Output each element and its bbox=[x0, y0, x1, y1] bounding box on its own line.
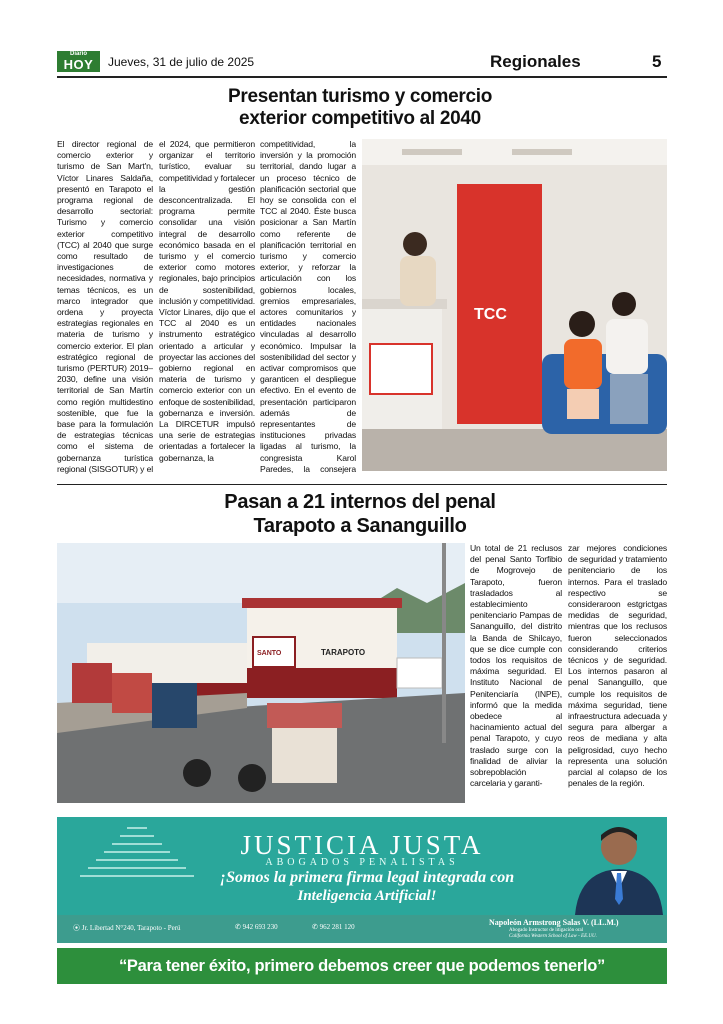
ad-tagline-line1: ¡Somos la primera firma legal integrada con bbox=[219, 869, 515, 886]
article1-column3: competitividad, la inversión y la promoción territorial, dando lugar a un proceso técnico de planificación sectorial que hoy se consolida con el TCC al 2040. Éste busca posicionar a San Martín como referente de planificación territorial en turismo y comercio exterior, y reforzar la articulación con los gobiernos locales, gremios empresariales, actores comunitarios y entidades nacionales vinculadas al desarrollo económico. Impulsar la sostenibilidad del sector y activar compromisos que garanticen el despliegue efectivo. En el evento de presentación participaron además de representantes de instituciones privadas ligadas al turismo, la congresista Karol Paredes, la consejera bbox=[260, 139, 356, 474]
ad-lawyer-role: Abogado Instructor de litigación oral bbox=[509, 928, 584, 933]
article2-column2: zar mejores condiciones de seguridad y tratamiento penitenciario de los internos. Para el traslado respectivo se consideraroon estgrictgas medidas de seguridad, mientras que los reclusos fueron seleccionados considerando criterios técnicos y de seguridad. Los internos pasaron al penal Sananguillo, que cumple los requisitos de máxima seguridad, tiene infraestructura adecuada y segura para albergar a reos de mediana y alta peligrosidad, cuyo hecho representa una solución parcial al colapso de los penales de la región. bbox=[568, 543, 667, 789]
presentation-event-illustration bbox=[362, 139, 667, 471]
article1-column2: el 2024, que permitieron organizar el territorio turístico, evaluar su competitividad y fortalecer la gestión desconcentralizada. El programa permite consolidar una visión integral de desarrollo económico basada en el turismo y el comercio exterior como motores regionales, bajo principios de sostenibilidad, inclusión y competitividad. Víctor Linares, dijo que el TCC al 2040 es un instrumento estratégico orientado a articular y proyectar las acciones del gobierno regional en materia de turismo y comercio exterior con un enfoque de sostenibilidad, gobernanza e inversión. La DIRCETUR impulsó una serie de estrategias orientadas a fortalecer la gobernanza, la bbox=[159, 139, 255, 463]
law-firm-advertisement bbox=[57, 817, 667, 943]
newspaper-logo bbox=[57, 51, 100, 72]
ad-title: JUSTICIA JUSTA bbox=[240, 830, 484, 860]
article1-title-line1: Presentan turismo y comercio bbox=[227, 86, 493, 107]
article1-column1: El director regional de comercio exterior y turismo de San Mart'n, Víctor Linares Saldaña, presentó en Tarapoto el programa regional de desarrollo sectorial: Turismo y comercio exterior competitivo (TCC) al 2040 que surge como resultado de investigaciones de necesidades, normativa y temas técnicos, es un marco integrador que ordena y proyecta estrategias regionales en materia de turismo y comercio exterior. El plan estratégico regional de turismo (PERTUR) 2019–2030, define una visión territorial de San Martín como región multidestino sostenible, que fue la base para la formulación de estrategias técnicas como el sistema de gobernanza turística regional (SISGOTUR) y el bbox=[57, 139, 153, 474]
motivational-quote: “Para tener éxito, primero debemos creer que podemos tenerlo” bbox=[57, 948, 667, 984]
article1-headline bbox=[200, 86, 520, 130]
ad-phone1 bbox=[235, 923, 278, 931]
article-divider bbox=[57, 484, 667, 485]
article1-title-line2: exterior competitivo al 2040 bbox=[239, 108, 481, 129]
location-pin-icon: ⦿ bbox=[73, 924, 82, 932]
article2-photo bbox=[57, 543, 465, 803]
ad-tagline-line2: Inteligencia Artificial! bbox=[297, 888, 437, 904]
ad-phone2 bbox=[312, 923, 355, 931]
svg-text:SANTO: SANTO bbox=[257, 650, 282, 657]
logo-big-text: HOY bbox=[63, 57, 94, 72]
prison-street-illustration bbox=[57, 543, 465, 803]
article2-column1: Un total de 21 reclusos del penal Santo Torfibio de Mogrovejo de Tarapoto, fueron trasladados al establecimiento penitenciario Pampas de Sananguillo, del distrito la Banda de Shilcayo, que se dice cumple con todos los requisitos de máxima seguridad. El Instituto Nacional de Penitenciaría (INPE), informó que la medida obedece al hacinamiento actual del penal Tarapoto, y cuyo traslado surge con la finalidad de aliviar la sobrepoblación carcelaria y garanti- bbox=[470, 543, 562, 789]
phone-icon: ✆ bbox=[235, 923, 243, 931]
tcc-banner-text: TCC bbox=[474, 306, 507, 323]
ad-address-text: Jr. Libertad N°240, Tarapoto - Perú bbox=[81, 924, 181, 932]
prison-sign-text: TARAPOTO bbox=[321, 648, 366, 657]
article2-headline bbox=[150, 490, 570, 538]
logo-small-text: Diario bbox=[69, 51, 87, 57]
ad-lawyer-name: Napoleón Armstrong Salas V. (LL.M.) bbox=[489, 918, 619, 927]
ad-address bbox=[73, 923, 181, 933]
section-title: Regionales bbox=[490, 52, 581, 71]
article2-title-line1: Pasan a 21 internos del penal bbox=[224, 491, 496, 513]
ad-phone2-text: 962 281 120 bbox=[319, 923, 355, 931]
issue-date: Jueves, 31 de julio de 2025 bbox=[108, 55, 255, 69]
ad-lawyer-school: California Western School of Law - EE.UU. bbox=[509, 934, 597, 939]
article2-title-line2: Tarapoto a Sananguillo bbox=[253, 515, 467, 537]
page-number: 5 bbox=[652, 52, 662, 71]
ad-phone1-text: 942 693 230 bbox=[242, 923, 278, 931]
whatsapp-icon: ✆ bbox=[312, 923, 320, 931]
header-rule bbox=[57, 76, 667, 78]
article1-photo bbox=[362, 139, 667, 471]
lawyer-portrait bbox=[557, 819, 667, 915]
ad-subtitle: ABOGADOS PENALISTAS bbox=[265, 857, 459, 868]
